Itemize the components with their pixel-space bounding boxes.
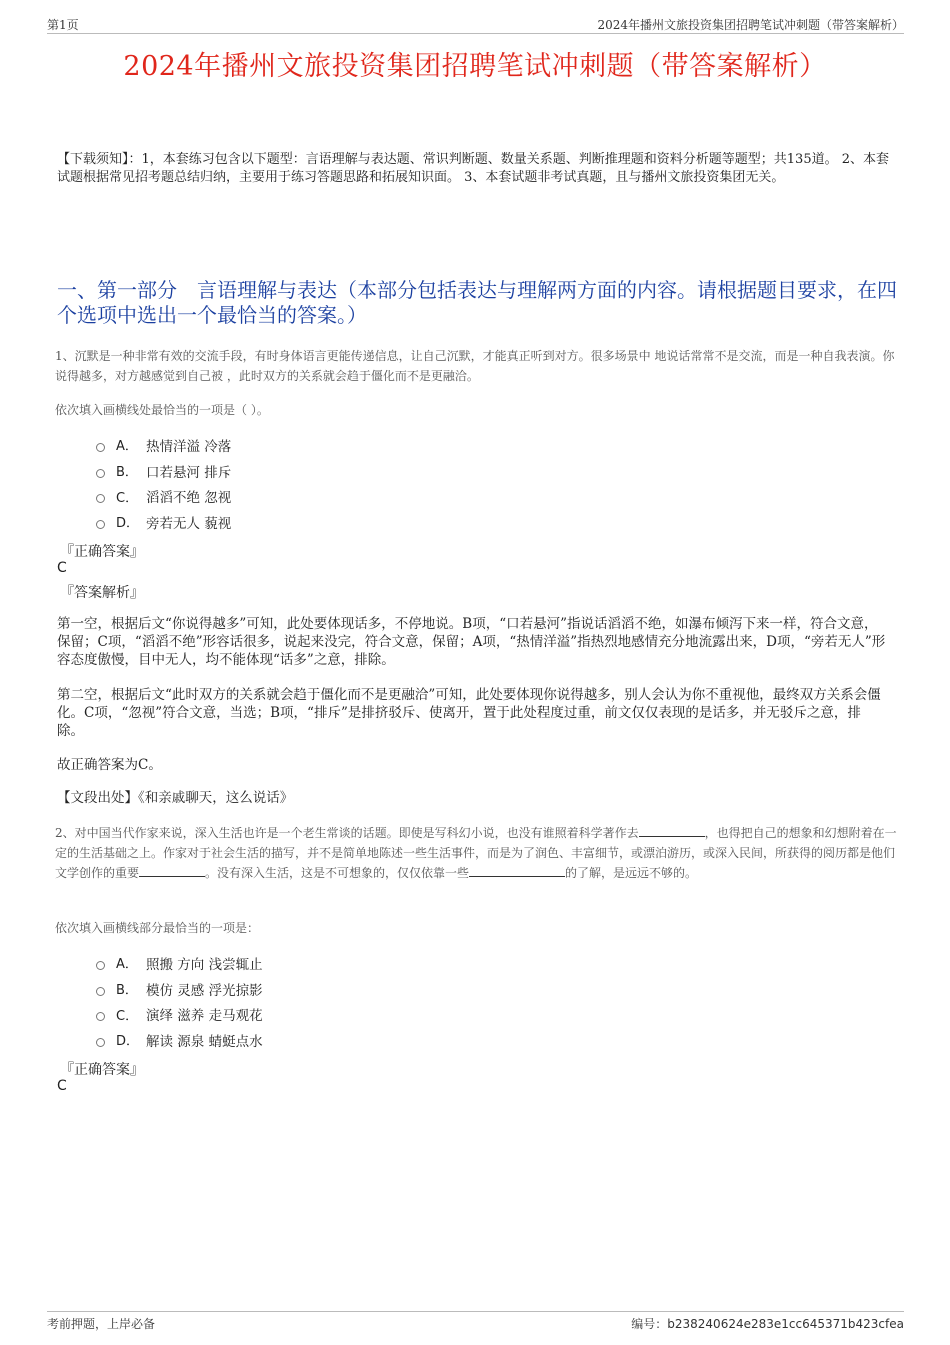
answer-label: 『正确答案』	[60, 544, 144, 560]
analysis-label: 『答案解析』	[60, 585, 144, 601]
page-number: 第1页	[47, 18, 79, 32]
fill-blank	[639, 823, 705, 837]
question-2-stem: 2、对中国当代作家来说，深入生活也许是一个老生常谈的话题。即使是写科幻小说，也没有谁照着科学著作去 ，也得把自己的想象和幻想附着在一定的生活基础之上。作家对于社会生活的描写，并不是简单地陈述一些生活事件，而是为了润色、丰富细节，或漂泊游历，或深入民间，所获得的阅历都是他们文学创作的重要 。没有深入生活，这是不可想象的，仅仅依靠一些 的了解，是远远不够的。	[55, 823, 900, 883]
analysis-paragraph: 第一空，根据后文“你说得越多”可知，此处要体现话多，不停地说。B项，“口若悬河”指说话滔滔不绝，如瀑布倾泻下来一样，符合文意，保留；C项，“滔滔不绝”形容话很多，说起来没完，符合文意，保留；A项，“热情洋溢”指热烈地感情充分地流露出来，D项，“旁若无人”形容态度傲慢，目中无人，均不能体现“话多”之意，排除。	[57, 616, 886, 668]
radio-icon[interactable]	[96, 1038, 105, 1047]
answer-value: C	[57, 1078, 67, 1094]
option-b[interactable]: B． 口若悬河 排斥	[96, 458, 231, 484]
option-c[interactable]: C． 演绎 滋养 走马观花	[96, 1001, 263, 1027]
radio-icon[interactable]	[96, 494, 105, 503]
question-2-prompt: 依次填入画横线部分最恰当的一项是：	[55, 921, 260, 935]
option-d[interactable]: D． 解读 源泉 蜻蜓点水	[96, 1027, 263, 1053]
option-a[interactable]: A． 照搬 方向 浅尝辄止	[96, 950, 263, 976]
answer-label: 『正确答案』	[60, 1062, 144, 1078]
source-citation: 【文段出处】《和亲戚聊天，这么说话》	[57, 790, 294, 806]
section-heading: 一、第一部分 言语理解与表达（本部分包括表达与理解两方面的内容。请根据题目要求，在四个选项中选出一个最恰当的答案。）	[57, 278, 897, 327]
radio-icon[interactable]	[96, 520, 105, 529]
answer-value: C	[57, 560, 67, 576]
fill-blank	[139, 863, 205, 877]
download-notice: 【下载须知】：1，本套练习包含以下题型：言语理解与表达题、常识判断题、数量关系题、判断推理题和资料分析题等题型；共135道。 2、本套试题根据常见招考题总结归纳，主要用于练习答题思路和拓展知识面。 3、本套试题非考试真题，且与播州文旅投资集团无关。	[57, 152, 889, 185]
document-title: 2024年播州文旅投资集团招聘笔试冲刺题（带答案解析）	[123, 51, 827, 82]
radio-icon[interactable]	[96, 469, 105, 478]
document-id: 编号：b238240624e283e1cc645371b423cfea	[631, 1317, 904, 1331]
option-c[interactable]: C． 滔滔不绝 忽视	[96, 483, 231, 509]
radio-icon[interactable]	[96, 1012, 105, 1021]
radio-icon[interactable]	[96, 443, 105, 452]
option-d[interactable]: D． 旁若无人 藐视	[96, 509, 231, 535]
analysis-paragraph: 第二空，根据后文“此时双方的关系就会趋于僵化而不是更融洽”可知，此处要体现你说得越多，别人会认为你不重视他，最终双方关系会僵化。C项，“忽视”符合文意，当选；B项，“排斥”是排挤驳斥、使离开，置于此处程度过重，前文仅仅表现的是话多，并无驳斥之意，排除。	[57, 687, 881, 739]
question-1-options	[96, 432, 231, 535]
fill-blank	[469, 863, 565, 877]
header-doc-title: 2024年播州文旅投资集团招聘笔试冲刺题（带答案解析）	[597, 18, 904, 32]
option-b[interactable]: B． 模仿 灵感 浮光掠影	[96, 976, 263, 1002]
question-1-prompt: 依次填入画横线处最恰当的一项是（ ）。	[55, 403, 269, 417]
analysis-conclusion: 故正确答案为C。	[57, 757, 162, 773]
page-footer	[47, 1311, 904, 1331]
page-header	[47, 14, 904, 34]
radio-icon[interactable]	[96, 987, 105, 996]
question-1-stem: 1、沉默是一种非常有效的交流手段，有时身体语言更能传递信息，让自己沉默，才能真正听到对方。很多场景中 地说话常常不是交流，而是一种自我表演。你说得越多，对方越感觉到自己被 ，此时双方的关系就会趋于僵化而不是更融洽。	[55, 349, 895, 383]
option-a[interactable]: A． 热情洋溢 冷落	[96, 432, 231, 458]
question-2-options	[96, 950, 263, 1053]
footer-slogan: 考前押题，上岸必备	[47, 1317, 156, 1331]
radio-icon[interactable]	[96, 961, 105, 970]
